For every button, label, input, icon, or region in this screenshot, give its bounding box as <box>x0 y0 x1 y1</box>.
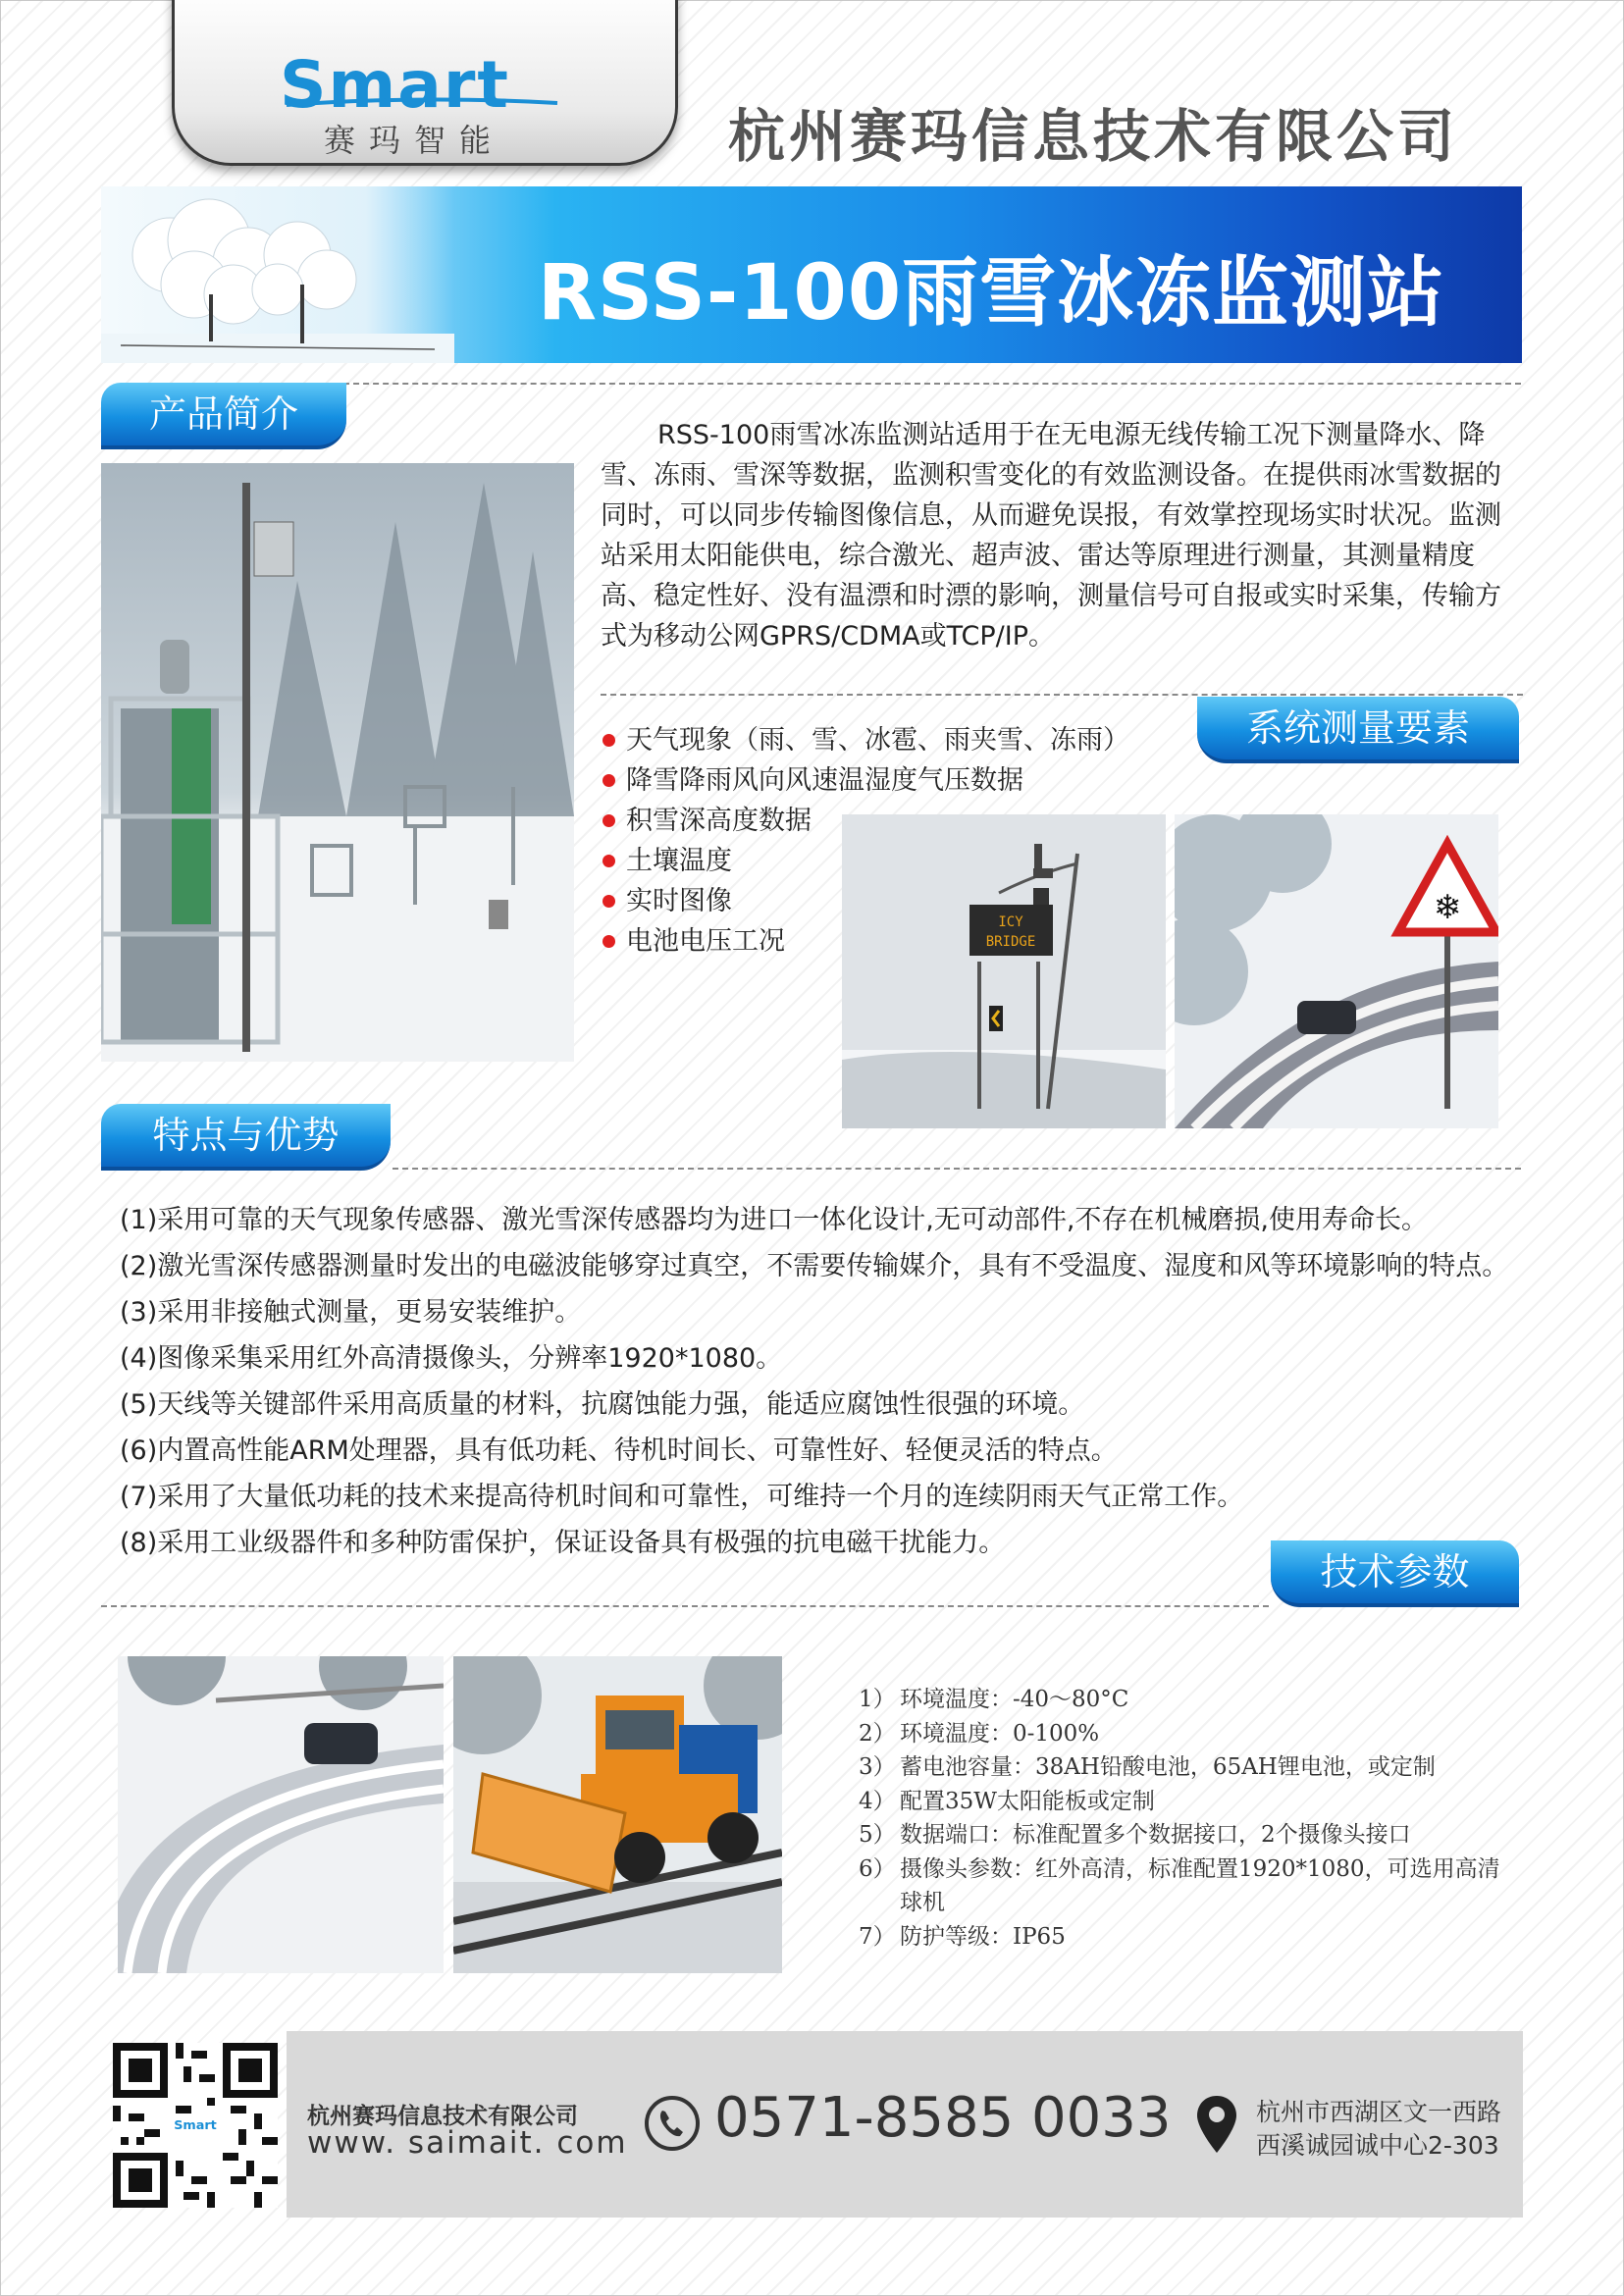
tab-measurement-elements: 系统测量要素 <box>1197 697 1519 763</box>
list-item-text: 土壤温度 <box>626 846 732 876</box>
snowy-curve-car-photo <box>118 1656 444 1973</box>
list-item-text: 电池电压工况 <box>626 926 785 957</box>
tab-features: 特点与优势 <box>101 1104 391 1171</box>
feature-item: (1)采用可靠的天气现象传感器、激光雪深传感器均为进口一体化设计,无可动部件,不存在机械磨损,使用寿命长。 <box>120 1205 1428 1235</box>
intro-text: RSS-100雨雪冰冻监测站适用于在无电源无线传输工况下测量降水、降雪、冻雨、雪深等数据，监测积雪变化的有效监测设备。在提供雨冰雪数据的同时，可以同步传输图像信息，从而避免误报，有效掌控现场实时状况。监测站采用太阳能供电，综合激光、超声波、雷达等原理进行测量，其测量精度高、稳定性好、没有温漂和时漂的影响，测量信号可自报或实时采集，传输方式为移动公网GPRS/CDMA或TCP/IP。 <box>601 420 1501 652</box>
address-line-1: 杭州市西湖区文一西路 <box>1256 2098 1502 2126</box>
svg-text:BRIDGE: BRIDGE <box>985 934 1036 950</box>
list-item <box>601 720 1189 760</box>
list-item-text: 积雪深高度数据 <box>626 806 812 836</box>
feature-item: (3)采用非接触式测量，更易安装维护。 <box>120 1297 582 1328</box>
feature-item: (4)图像采集采用红外高清摄像头，分辨率1920*1080。 <box>120 1343 783 1374</box>
spec-number: 1） <box>859 1687 896 1712</box>
tab-tech-specs: 技术参数 <box>1271 1540 1519 1607</box>
company-title: 杭州赛玛信息技术有限公司 <box>728 103 1459 170</box>
location-pin-icon <box>1195 2094 1238 2155</box>
bullet-dot-icon <box>602 814 615 827</box>
spec-number: 7） <box>859 1923 896 1950</box>
features-list <box>120 1197 1523 1566</box>
address-line-2: 西溪诚园诚中心2-303 <box>1256 2131 1499 2160</box>
list-item-text: 实时图像 <box>626 886 732 916</box>
feature-item: (5)天线等关键部件采用高质量的材料，抗腐蚀能力强，能适应腐蚀性很强的环境。 <box>120 1389 1085 1420</box>
snow-plow-photo <box>453 1656 782 1973</box>
spec-text: 蓄电池容量：38AH铅酸电池，65AH锂电池，或定制 <box>900 1754 1436 1780</box>
snow-road-sign-photo <box>1175 814 1498 1128</box>
footer-phone[interactable]: 0571-8585 0033 <box>714 2086 1172 2150</box>
spec-item <box>859 1852 1511 1920</box>
spec-number: 6） <box>859 1855 896 1882</box>
spec-item <box>859 1920 1511 1955</box>
list-item-text: 天气现象（雨、雪、冰雹、雨夹雪、冻雨） <box>626 725 1129 756</box>
spec-text: 环境温度：0-100% <box>900 1720 1100 1747</box>
spec-text: 摄像头参数：红外高清，标准配置1920*1080，可选用高清球机 <box>900 1855 1500 1915</box>
footer-company: 杭州赛玛信息技术有限公司 <box>307 2104 578 2129</box>
bullet-dot-icon <box>602 734 615 747</box>
bullet-dot-icon <box>602 855 615 867</box>
spec-text: 环境温度：-40～80°C <box>900 1687 1129 1712</box>
spec-item <box>859 1717 1511 1751</box>
specs-list <box>859 1683 1511 1954</box>
footer-website[interactable]: www. saimait. com <box>307 2125 628 2161</box>
spec-item <box>859 1818 1511 1852</box>
logo-wordmark: Smart <box>280 47 510 123</box>
icy-bridge-photo <box>842 814 1166 1128</box>
divider-specs <box>101 1605 1269 1607</box>
spec-number: 3） <box>859 1754 896 1780</box>
bullet-dot-icon <box>602 895 615 908</box>
divider-intro <box>343 383 1521 385</box>
bullet-dot-icon <box>602 774 615 787</box>
spec-number: 2） <box>859 1720 896 1747</box>
phone-icon <box>643 2094 702 2153</box>
spec-text: 数据端口：标准配置多个数据接口，2个摄像头接口 <box>900 1822 1411 1848</box>
divider-measurement <box>601 694 1523 696</box>
footer-address <box>1256 2096 1501 2163</box>
feature-item: (8)采用工业级器件和多种防雷保护，保证设备具有极强的抗电磁干扰能力。 <box>120 1528 1006 1558</box>
spec-text: 防护等级：IP65 <box>900 1923 1066 1950</box>
svg-text:❄: ❄ <box>1433 888 1462 927</box>
list-item-text: 降雪降雨风向风速温湿度气压数据 <box>626 765 1023 796</box>
banner-title: RSS-100雨雪冰冻监测站 <box>538 249 1445 338</box>
feature-item: (2)激光雪深传感器测量时发出的电磁波能够穿过真空，不需要传输媒介，具有不受温度、湿度和风等环境影响的特点。 <box>120 1251 1509 1281</box>
feature-item: (7)采用了大量低功耗的技术来提高待机时间和可靠性，可维持一个月的连续阴雨天气正常工作。 <box>120 1482 1244 1512</box>
spec-item <box>859 1785 1511 1819</box>
intro-paragraph <box>601 415 1515 656</box>
spec-item <box>859 1750 1511 1785</box>
spec-number: 4） <box>859 1788 896 1814</box>
bullet-dot-icon <box>602 935 615 948</box>
spec-text: 配置35W太阳能板或定制 <box>900 1788 1155 1814</box>
station-photo <box>101 463 574 1062</box>
divider-features <box>393 1168 1521 1170</box>
logo-chinese-name: 赛玛智能 <box>324 122 505 159</box>
qr-code <box>113 2043 278 2208</box>
spec-number: 5） <box>859 1822 896 1848</box>
spec-item <box>859 1683 1511 1717</box>
list-item <box>601 760 1189 801</box>
svg-text:ICY: ICY <box>998 914 1023 930</box>
tab-product-intro: 产品简介 <box>101 383 346 449</box>
qr-logo-text: Smart <box>174 2118 217 2133</box>
logo-swoosh <box>285 94 559 106</box>
feature-item: (6)内置高性能ARM处理器，具有低功耗、待机时间长、可靠性好、轻便灵活的特点。 <box>120 1435 1118 1466</box>
snow-tree-image <box>101 186 454 363</box>
